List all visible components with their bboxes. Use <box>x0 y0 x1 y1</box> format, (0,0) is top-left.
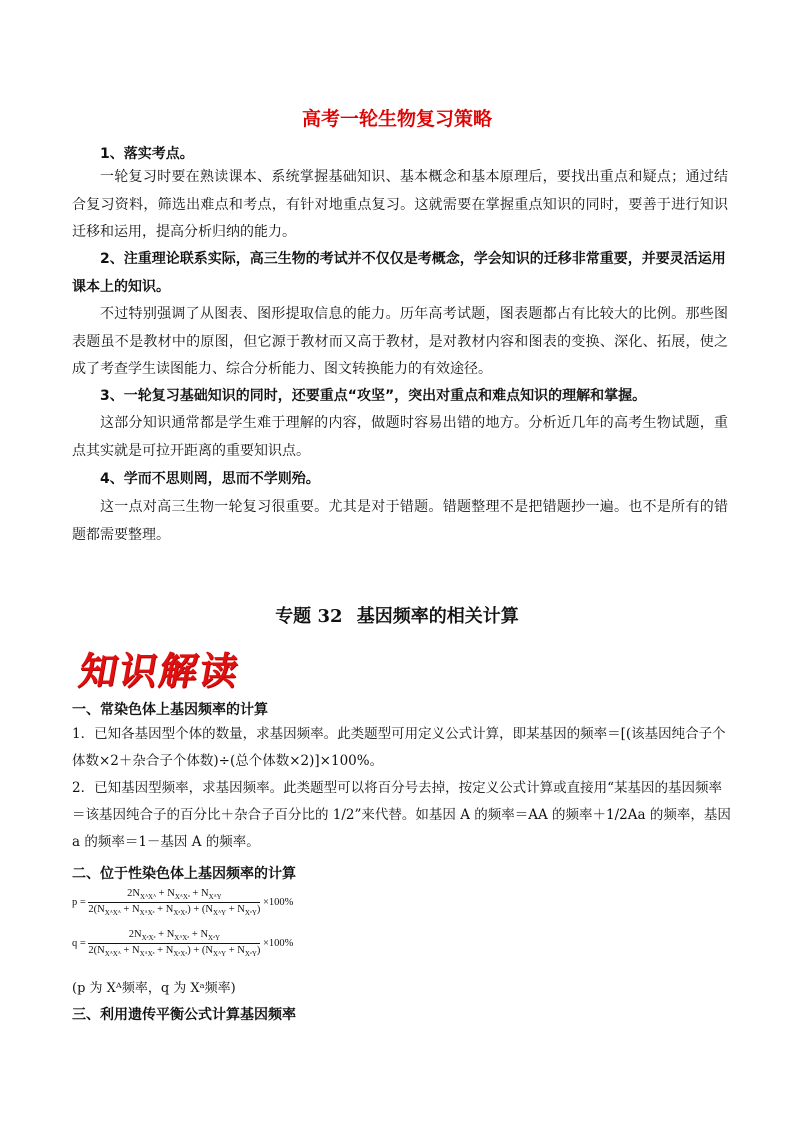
formula-note: (p 为 Xᴬ频率，q 为 Xᵃ频率) <box>72 981 236 996</box>
topic-title <box>0 602 794 628</box>
point-2-paragraph: 不过特别强调了从图表、图形提取信息的能力。历年高考试题，图表题都占有比较大的比例。那些图表题虽不是教材中的原图，但它源于教材而又高于教材，是对教材内容和图表的变换、深化、拓展，使之成了考查学生读图能力、综合分析能力、图文转换能力的有效途径。 <box>72 306 728 377</box>
point-4-heading: 4、学而不思则罔，思而不学则殆。 <box>100 471 320 487</box>
formula-p-lhs: p = <box>72 897 86 908</box>
point-1-paragraph: 一轮复习时要在熟读课本、系统掌握基础知识、基本概念和基本原理后，要找出重点和疑点；通过结合复习资料，筛选出难点和考点，有针对地重点复习。这就需要在掌握重点知识的同时，要善于进行知识迁移和运用，提高分析归纳的能力。 <box>72 169 728 240</box>
knowledge-interpretation-logo: 知识解读 <box>75 648 244 693</box>
formula-q-lhs: q = <box>72 938 86 949</box>
formula-p-fraction: $\frac{2N_{XᴬXᴬ} + N_{XᴬXᵃ} + N_{XᴬY}}{2(N_{XᴬXᴬ} + N_{XᴬXᵃ} + N_{XᵃXᵃ}) + (N_{XᴬY} + N_{XᵃY})}$ <box>88 888 261 918</box>
formula-q-suffix: ×100% <box>263 938 294 949</box>
point-1-heading: 1、落实考点。 <box>100 146 194 162</box>
point-4-paragraph: 这一点对高三生物一轮复习很重要。尤其是对于错题。错题整理不是把错题抄一遍。也不是所有的错题都需要整理。 <box>72 499 728 543</box>
section-1-item-2: 2．已知基因型频率，求基因频率。此类题型可以将百分号去掉，按定义公式计算或直接用“某基因的基因频率＝该基因纯合子的百分比＋杂合子百分比的 1/2”来代替。如基因 A 的频率＝AA 的频率＋1/2Aa 的频率，基因 a 的频率＝1－基因 A 的频率。 <box>72 780 731 850</box>
formula-q <box>72 929 293 958</box>
point-2-heading: 2、注重理论联系实际，高三生物的考试并不仅仅是考概念，学会知识的迁移非常重要，并要灵活运用课本上的知识。 <box>72 251 726 295</box>
strategy-title: 高考一轮生物复习策略 <box>301 108 492 130</box>
point-3-paragraph: 这部分知识通常都是学生难于理解的内容，做题时容易出错的地方。分析近几年的高考生物试题，重点其实就是可拉开距离的重要知识点。 <box>72 415 728 459</box>
point-3-heading: 3、一轮复习基础知识的同时，还要重点“攻坚”，突出对重点和难点知识的理解和掌握。 <box>100 388 647 404</box>
formula-p-suffix: ×100% <box>263 897 294 908</box>
topic-name: 基因频率的相关计算 <box>356 606 519 627</box>
topic-number: 专题 32 <box>275 606 343 627</box>
section-3-title: 三、利用遗传平衡公式计算基因频率 <box>72 1007 296 1023</box>
formula-q-fraction: $\frac{2N_{XᵃXᵃ} + N_{XᴬXᵃ} + N_{XᵃY}}{2(N_{XᴬXᴬ} + N_{XᴬXᵃ} + N_{XᵃXᵃ}) + (N_{XᴬY} + N_{XᵃY})}$ <box>88 929 261 959</box>
section-1-item-1: 1．已知各基因型个体的数量，求基因频率。此类题型可用定义公式计算，即某基因的频率＝[(该基因纯合子个体数×2＋杂合子个体数)÷(总个体数×2)]×100%。 <box>72 726 726 769</box>
formula-p <box>72 888 293 917</box>
section-1-title: 一、常染色体上基因频率的计算 <box>72 702 268 718</box>
section-2-title: 二、位于性染色体上基因频率的计算 <box>72 866 296 882</box>
